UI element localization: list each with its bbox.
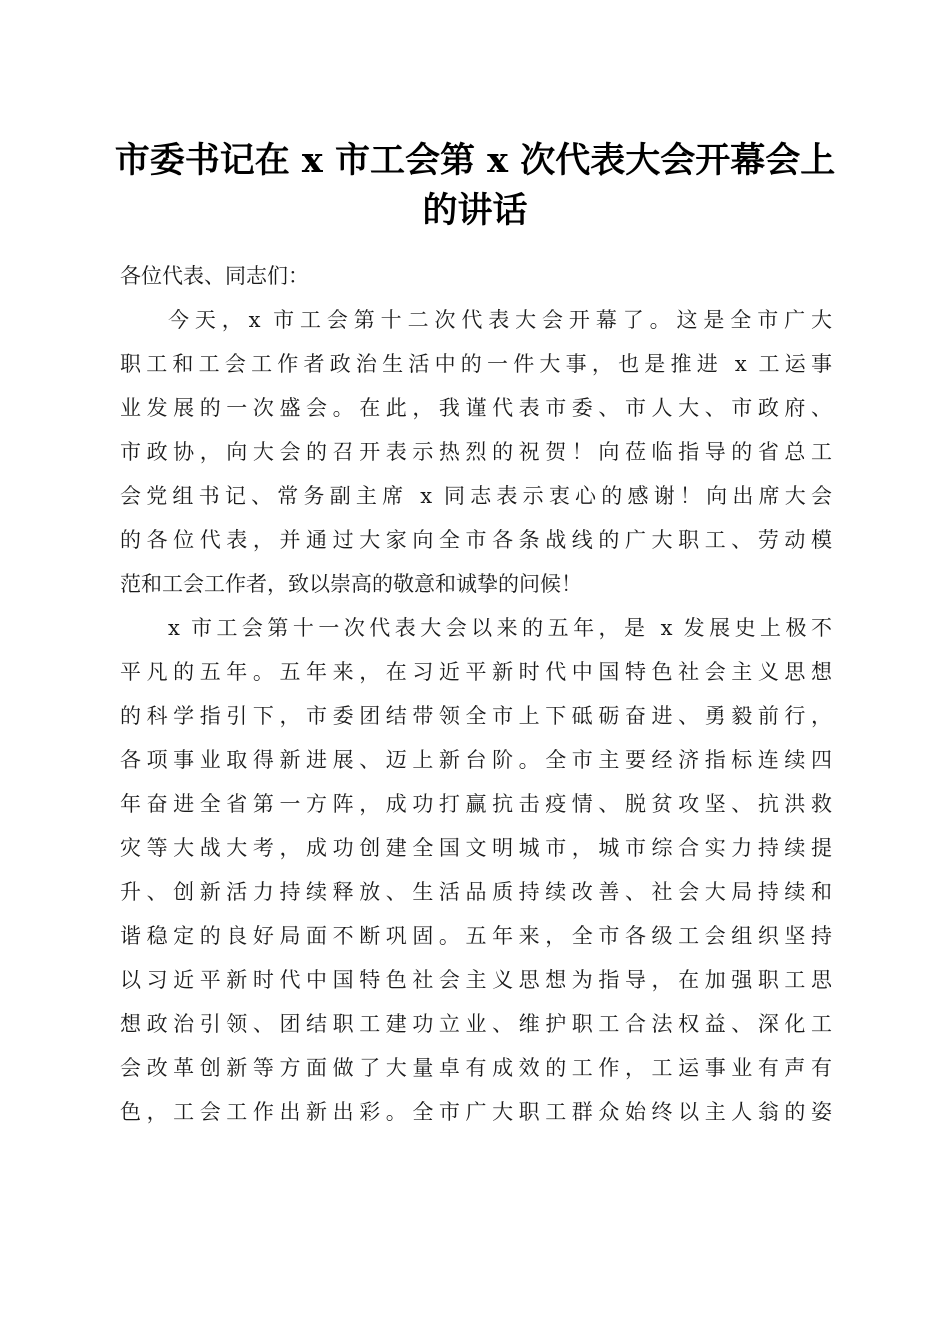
- salutation: 各位代表、同志们：: [120, 264, 309, 288]
- title-line-2: 的讲话: [422, 190, 528, 231]
- paragraph-line: 年奋进全省第一方阵，成功打赢抗击疫情、脱贫攻坚、抗洪救: [120, 792, 832, 816]
- title-line-1: 市委书记在 x 市工会第 x 次代表大会开幕会上: [114, 140, 836, 181]
- paragraph-line: 色，工会工作出新出彩。全市广大职工群众始终以主人翁的姿: [120, 1100, 832, 1124]
- paragraph-2: [120, 606, 832, 1134]
- paragraph-line: 业发展的一次盛会。在此，我谨代表市委、市人大、市政府、: [120, 396, 832, 420]
- paragraph-line: 以习近平新时代中国特色社会主义思想为指导，在加强职工思: [120, 968, 832, 992]
- paragraph-line: x 市工会第十一次代表大会以来的五年，是 x 发展史上极不: [168, 616, 832, 640]
- paragraph-line: 今天，x 市工会第十二次代表大会开幕了。这是全市广大: [168, 308, 832, 332]
- paragraph-line: 谐稳定的良好局面不断巩固。五年来，全市各级工会组织坚持: [120, 924, 832, 948]
- paragraph-line: 平凡的五年。五年来，在习近平新时代中国特色社会主义思想: [120, 660, 832, 684]
- paragraph-line: 升、创新活力持续释放、生活品质持续改善、社会大局持续和: [120, 880, 832, 904]
- document-title: [110, 136, 840, 236]
- paragraph-line: 会党组书记、常务副主席 x 同志表示衷心的感谢！向出席大会: [120, 484, 832, 508]
- paragraph-line: 职工和工会工作者政治生活中的一件大事，也是推进 x 工运事: [120, 352, 832, 376]
- document-body: [120, 254, 832, 1134]
- paragraph-line: 会改革创新等方面做了大量卓有成效的工作，工运事业有声有: [120, 1056, 832, 1080]
- paragraph-line: 灾等大战大考，成功创建全国文明城市，城市综合实力持续提: [120, 836, 832, 860]
- paragraph-line: 的各位代表，并通过大家向全市各条战线的广大职工、劳动模: [120, 528, 832, 552]
- paragraph-line: 范和工会工作者，致以崇高的敬意和诚挚的问候！: [120, 572, 582, 596]
- paragraph-line: 市政协，向大会的召开表示热烈的祝贺！向莅临指导的省总工: [120, 440, 832, 464]
- paragraph-1: [120, 298, 832, 606]
- paragraph-line: 的科学指引下，市委团结带领全市上下砥砺奋进、勇毅前行，: [120, 704, 832, 728]
- paragraph-line: 各项事业取得新进展、迈上新台阶。全市主要经济指标连续四: [120, 748, 832, 772]
- paragraph-line: 想政治引领、团结职工建功立业、维护职工合法权益、深化工: [120, 1012, 832, 1036]
